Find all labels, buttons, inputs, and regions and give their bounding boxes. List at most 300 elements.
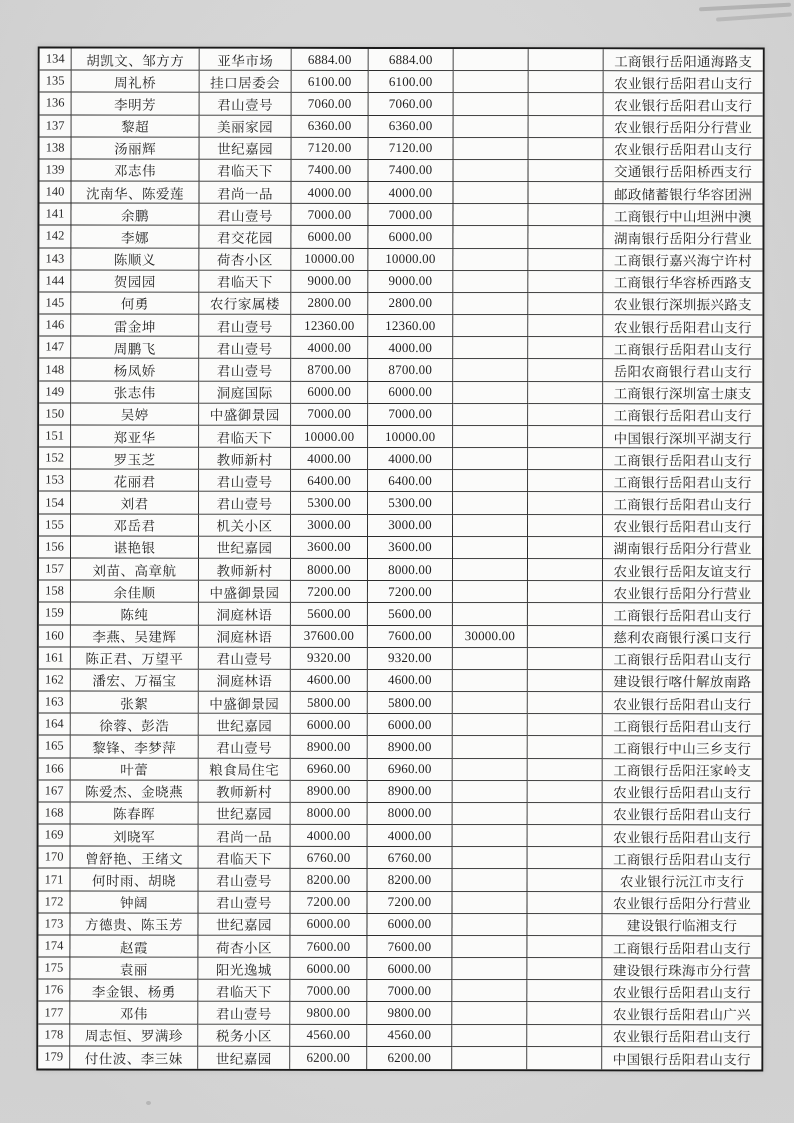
community-cell: 世纪嘉园 (199, 537, 291, 559)
community-cell: 洞庭林语 (199, 670, 291, 692)
paid-amount-cell: 4000.00 (368, 182, 453, 204)
bank-branch-cell: 农业银行岳阳君山支行 (603, 692, 762, 714)
other-amount-cell (453, 825, 528, 847)
row-number-cell: 176 (38, 980, 70, 1002)
other-amount-cell (453, 692, 528, 714)
other-amount-cell (453, 847, 528, 869)
paid-amount-cell: 6000.00 (368, 382, 453, 404)
bank-branch-cell: 农业银行岳阳君山广兴 (602, 1003, 761, 1025)
paid-amount-cell: 6884.00 (369, 49, 454, 71)
payee-name-cell: 陈纯 (71, 603, 199, 625)
paid-amount-cell: 9320.00 (368, 648, 453, 670)
other-amount-cell (453, 603, 528, 625)
bank-branch-cell: 工商银行中山坦洲中澳 (603, 204, 762, 226)
scan-artifact (716, 12, 792, 21)
blank-cell (528, 604, 603, 626)
other-amount-cell (454, 138, 529, 160)
payee-name-cell: 刘晓军 (71, 825, 199, 847)
row-number-cell: 136 (40, 93, 72, 115)
other-amount-cell (453, 537, 528, 559)
total-amount-cell: 5600.00 (291, 603, 368, 625)
total-amount-cell: 6100.00 (292, 71, 369, 93)
row-number-cell: 152 (39, 448, 71, 470)
blank-cell (528, 337, 603, 359)
bank-branch-cell: 工商银行岳阳君山支行 (603, 448, 762, 470)
community-cell: 亚华市场 (200, 49, 292, 71)
bank-branch-cell: 工商银行岳阳君山支行 (603, 471, 762, 493)
total-amount-cell: 9000.00 (291, 271, 368, 293)
bank-branch-cell: 建设银行临湘支行 (602, 914, 761, 936)
payee-name-cell: 邓岳君 (71, 514, 199, 536)
other-amount-cell (453, 382, 528, 404)
blank-cell (528, 670, 603, 692)
community-cell: 君山壹号 (200, 93, 292, 115)
other-amount-cell (454, 116, 529, 138)
other-amount-cell (453, 559, 528, 581)
paid-amount-cell: 10000.00 (368, 249, 453, 271)
blank-cell (527, 958, 602, 980)
community-cell: 中盛御景园 (199, 692, 291, 714)
payee-name-cell: 刘苗、高章航 (71, 559, 199, 581)
row-number-cell: 142 (39, 226, 71, 248)
total-amount-cell: 6960.00 (291, 758, 368, 780)
other-amount-cell (454, 93, 529, 115)
bank-branch-cell: 工商银行岳阳君山支行 (602, 936, 761, 958)
row-number-cell: 137 (40, 115, 72, 137)
community-cell: 世纪嘉园 (198, 913, 290, 935)
row-number-cell: 153 (39, 470, 71, 492)
other-amount-cell (453, 315, 528, 337)
blank-cell (528, 870, 603, 892)
blank-cell (528, 470, 603, 492)
payee-name-cell: 李燕、吴建辉 (71, 625, 199, 647)
row-number-cell: 139 (40, 159, 72, 181)
payee-name-cell: 谌艳银 (71, 536, 199, 558)
blank-cell (528, 781, 603, 803)
blank-cell (528, 227, 603, 249)
community-cell: 荷杏小区 (199, 248, 291, 270)
bank-branch-cell: 农业银行岳阳友谊支行 (603, 559, 762, 581)
total-amount-cell: 4000.00 (291, 182, 368, 204)
paid-amount-cell: 6000.00 (368, 226, 453, 248)
payee-name-cell: 叶蕾 (71, 758, 199, 780)
total-amount-cell: 4000.00 (291, 825, 368, 847)
paid-amount-cell: 6100.00 (369, 71, 454, 93)
community-cell: 美丽家园 (200, 115, 292, 137)
blank-cell (527, 980, 602, 1002)
paid-amount-cell: 6760.00 (368, 847, 453, 869)
bank-branch-cell: 中国银行岳阳君山支行 (602, 1047, 761, 1069)
row-number-cell: 177 (38, 1002, 70, 1024)
row-number-cell: 140 (39, 182, 71, 204)
blank-cell (528, 559, 603, 581)
community-cell: 君临天下 (200, 160, 292, 182)
total-amount-cell: 7120.00 (292, 138, 369, 160)
other-amount-cell (453, 337, 528, 359)
community-cell: 税务小区 (198, 1024, 290, 1046)
total-amount-cell: 12360.00 (291, 315, 368, 337)
total-amount-cell: 7000.00 (290, 980, 367, 1002)
other-amount-cell (453, 892, 528, 914)
total-amount-cell: 4000.00 (291, 337, 368, 359)
paid-amount-cell: 7060.00 (369, 93, 454, 115)
bank-branch-cell: 工商银行华容桥西路支 (603, 271, 762, 293)
community-cell: 君临天下 (199, 426, 291, 448)
paid-amount-cell: 7000.00 (368, 404, 453, 426)
total-amount-cell: 6200.00 (290, 1047, 367, 1069)
total-amount-cell: 7200.00 (291, 581, 368, 603)
blank-cell (528, 626, 603, 648)
payee-name-cell: 陈顺义 (71, 248, 199, 270)
row-number-cell: 134 (40, 48, 72, 70)
total-amount-cell: 4000.00 (291, 448, 368, 470)
blank-cell (529, 94, 604, 116)
blank-cell (528, 315, 603, 337)
total-amount-cell: 9800.00 (290, 1002, 367, 1024)
paid-amount-cell: 8000.00 (368, 559, 453, 581)
total-amount-cell: 6000.00 (291, 226, 368, 248)
blank-cell (529, 116, 604, 138)
community-cell: 中盛御景园 (199, 404, 291, 426)
payee-name-cell: 陈爱杰、金晓燕 (71, 780, 199, 802)
payee-name-cell: 陈正君、万望平 (71, 647, 199, 669)
bank-branch-cell: 工商银行岳阳君山支行 (603, 338, 762, 360)
total-amount-cell: 8700.00 (291, 359, 368, 381)
total-amount-cell: 7000.00 (291, 204, 368, 226)
bank-branch-cell: 建设银行珠海市分行营 (602, 958, 761, 980)
row-number-cell: 173 (38, 913, 70, 935)
row-number-cell: 149 (39, 381, 71, 403)
other-amount-cell (452, 1047, 527, 1069)
paid-amount-cell: 2800.00 (368, 293, 453, 315)
payee-name-cell: 钟阔 (71, 891, 199, 913)
other-amount-cell (454, 49, 529, 71)
blank-cell (529, 71, 604, 93)
payee-name-cell: 李金银、杨勇 (70, 980, 198, 1002)
paid-amount-cell: 8900.00 (368, 781, 453, 803)
row-number-cell: 166 (39, 758, 71, 780)
other-amount-cell (453, 714, 528, 736)
bank-branch-cell: 工商银行岳阳汪家岭支 (603, 759, 762, 781)
row-number-cell: 159 (39, 603, 71, 625)
other-amount-cell (453, 781, 528, 803)
community-cell: 君山壹号 (199, 204, 291, 226)
community-cell: 君山壹号 (199, 337, 291, 359)
blank-cell (528, 692, 603, 714)
bank-branch-cell: 交通银行岳阳桥西支行 (604, 160, 763, 182)
blank-cell (528, 759, 603, 781)
paid-amount-cell: 6200.00 (367, 1047, 452, 1069)
paid-amount-cell: 6960.00 (368, 759, 453, 781)
other-amount-cell (454, 71, 529, 93)
paid-amount-cell: 7600.00 (367, 936, 452, 958)
paid-amount-cell: 9800.00 (367, 1002, 452, 1024)
payee-name-cell: 潘宏、万福宝 (71, 669, 199, 691)
row-number-cell: 170 (39, 847, 71, 869)
blank-cell (528, 847, 603, 869)
other-amount-cell (453, 515, 528, 537)
total-amount-cell: 7200.00 (291, 891, 368, 913)
bank-branch-cell: 工商银行岳阳君山支行 (603, 648, 762, 670)
row-number-cell: 154 (39, 492, 71, 514)
other-amount-cell (453, 581, 528, 603)
blank-cell (528, 737, 603, 759)
row-number-cell: 148 (39, 359, 71, 381)
total-amount-cell: 5800.00 (291, 692, 368, 714)
other-amount-cell (452, 1003, 527, 1025)
paid-amount-cell: 7120.00 (369, 138, 454, 160)
blank-cell (529, 160, 604, 182)
payee-name-cell: 方德贵、陈玉芳 (70, 913, 198, 935)
other-amount-cell (453, 182, 528, 204)
total-amount-cell: 8000.00 (291, 559, 368, 581)
payee-name-cell: 贺园园 (71, 270, 199, 292)
paid-amount-cell: 7000.00 (368, 204, 453, 226)
other-amount-cell (453, 426, 528, 448)
bank-branch-cell: 工商银行中山三乡支行 (603, 737, 762, 759)
bank-branch-cell: 农业银行岳阳君山支行 (603, 315, 762, 337)
paid-amount-cell: 6000.00 (367, 914, 452, 936)
row-number-cell: 164 (39, 714, 71, 736)
bank-branch-cell: 岳阳农商银行君山支行 (603, 360, 762, 382)
other-amount-cell (453, 470, 528, 492)
bank-branch-cell: 工商银行岳阳通海路支 (604, 49, 763, 71)
payee-name-cell: 胡凯文、邹方方 (72, 49, 200, 71)
bank-branch-cell: 建设银行喀什解放南路 (603, 670, 762, 692)
row-number-cell: 165 (39, 736, 71, 758)
paid-amount-cell: 4000.00 (368, 448, 453, 470)
payee-name-cell: 付仕波、李三妹 (70, 1046, 198, 1068)
community-cell: 君山壹号 (199, 736, 291, 758)
row-number-cell: 141 (39, 204, 71, 226)
community-cell: 机关小区 (199, 514, 291, 536)
community-cell: 教师新村 (199, 559, 291, 581)
row-number-cell: 169 (39, 825, 71, 847)
row-number-cell: 156 (39, 536, 71, 558)
payee-name-cell: 何勇 (71, 292, 199, 314)
blank-cell (528, 182, 603, 204)
blank-cell (528, 360, 603, 382)
payment-table (36, 46, 764, 1071)
paid-amount-cell: 6400.00 (368, 470, 453, 492)
community-cell: 教师新村 (199, 448, 291, 470)
other-amount-cell (453, 204, 528, 226)
blank-cell (529, 138, 604, 160)
community-cell: 君临天下 (199, 847, 291, 869)
payee-name-cell: 周志恒、罗满珍 (70, 1024, 198, 1046)
total-amount-cell: 8000.00 (291, 803, 368, 825)
bank-branch-cell: 农业银行深圳振兴路支 (603, 293, 762, 315)
blank-cell (528, 293, 603, 315)
blank-cell (528, 493, 603, 515)
row-number-cell: 161 (39, 647, 71, 669)
blank-cell (527, 1003, 602, 1025)
total-amount-cell: 6000.00 (291, 381, 368, 403)
blank-cell (528, 803, 603, 825)
payee-name-cell: 张絮 (71, 692, 199, 714)
blank-cell (527, 1047, 602, 1069)
total-amount-cell: 5300.00 (291, 492, 368, 514)
paid-amount-cell: 9000.00 (368, 271, 453, 293)
total-amount-cell: 2800.00 (291, 293, 368, 315)
payee-name-cell: 吴婷 (71, 403, 199, 425)
row-number-cell: 157 (39, 558, 71, 580)
bank-branch-cell: 农业银行岳阳分行营业 (603, 581, 762, 603)
bank-branch-cell: 农业银行岳阳君山支行 (604, 138, 763, 160)
bank-branch-cell: 邮政储蓄银行华容团洲 (603, 182, 762, 204)
blank-cell (528, 204, 603, 226)
bank-branch-cell: 工商银行岳阳君山支行 (603, 848, 762, 870)
total-amount-cell: 6000.00 (290, 958, 367, 980)
blank-cell (527, 936, 602, 958)
row-number-cell: 168 (39, 802, 71, 824)
bank-branch-cell: 湖南银行岳阳分行营业 (603, 537, 762, 559)
row-number-cell: 171 (39, 869, 71, 891)
payee-name-cell: 陈春晖 (71, 802, 199, 824)
other-amount-cell (453, 803, 528, 825)
other-amount-cell (453, 293, 528, 315)
paid-amount-cell: 8900.00 (368, 736, 453, 758)
paid-amount-cell: 6000.00 (367, 958, 452, 980)
paid-amount-cell: 7000.00 (367, 980, 452, 1002)
other-amount-cell (453, 493, 528, 515)
row-number-cell: 146 (39, 315, 71, 337)
bank-branch-cell: 慈利农商银行溪口支行 (603, 626, 762, 648)
payee-name-cell: 黎超 (72, 115, 200, 137)
row-number-cell: 144 (39, 270, 71, 292)
bank-branch-cell: 农业银行岳阳分行营业 (604, 116, 763, 138)
blank-cell (527, 914, 602, 936)
blank-cell (528, 404, 603, 426)
payee-name-cell: 张志伟 (71, 381, 199, 403)
paid-amount-cell: 7600.00 (368, 625, 453, 647)
community-cell: 阳光逸城 (198, 958, 290, 980)
other-amount-cell (453, 359, 528, 381)
other-amount-cell (453, 404, 528, 426)
row-number-cell: 167 (39, 780, 71, 802)
total-amount-cell: 6884.00 (292, 49, 369, 71)
total-amount-cell: 7060.00 (292, 93, 369, 115)
row-number-cell: 172 (39, 891, 71, 913)
total-amount-cell: 8900.00 (291, 736, 368, 758)
total-amount-cell: 6000.00 (290, 914, 367, 936)
total-amount-cell: 6400.00 (291, 470, 368, 492)
payee-name-cell: 邓志伟 (72, 159, 200, 181)
payee-name-cell: 曾舒艳、王绪文 (71, 847, 199, 869)
payee-name-cell: 雷金坤 (71, 315, 199, 337)
other-amount-cell (453, 759, 528, 781)
community-cell: 洞庭林语 (199, 603, 291, 625)
scan-artifact (146, 1101, 151, 1105)
community-cell: 洞庭林语 (199, 625, 291, 647)
community-cell: 农行家属楼 (199, 293, 291, 315)
total-amount-cell: 7400.00 (292, 160, 369, 182)
payee-name-cell: 汤丽辉 (72, 137, 200, 159)
paid-amount-cell: 7200.00 (368, 892, 453, 914)
bank-branch-cell: 工商银行岳阳君山支行 (603, 493, 762, 515)
paid-amount-cell: 7200.00 (368, 581, 453, 603)
paid-amount-cell: 6000.00 (368, 714, 453, 736)
community-cell: 君山壹号 (198, 1002, 290, 1024)
bank-branch-cell: 工商银行岳阳君山支行 (603, 604, 762, 626)
total-amount-cell: 8200.00 (291, 869, 368, 891)
paid-amount-cell: 12360.00 (368, 315, 453, 337)
paid-amount-cell: 8200.00 (368, 869, 453, 891)
paid-amount-cell: 8000.00 (368, 803, 453, 825)
bank-branch-cell: 农业银行岳阳君山支行 (602, 981, 761, 1003)
paid-amount-cell: 5600.00 (368, 603, 453, 625)
other-amount-cell (453, 736, 528, 758)
other-amount-cell (453, 249, 528, 271)
other-amount-cell (453, 226, 528, 248)
bank-branch-cell: 农业银行岳阳君山支行 (603, 803, 762, 825)
total-amount-cell: 6760.00 (291, 847, 368, 869)
row-number-cell: 143 (39, 248, 71, 270)
row-number-cell: 158 (39, 581, 71, 603)
community-cell: 君临天下 (199, 270, 291, 292)
community-cell: 君交花园 (199, 226, 291, 248)
other-amount-cell (454, 160, 529, 182)
community-cell: 荷杏小区 (198, 936, 290, 958)
community-cell: 挂口居委会 (200, 71, 292, 93)
row-number-cell: 178 (38, 1024, 70, 1046)
total-amount-cell: 9320.00 (291, 648, 368, 670)
payee-name-cell: 邓伟 (70, 1002, 198, 1024)
total-amount-cell: 7000.00 (291, 404, 368, 426)
paid-amount-cell: 7400.00 (369, 160, 454, 182)
community-cell: 君山壹号 (199, 869, 291, 891)
total-amount-cell: 7600.00 (290, 936, 367, 958)
bank-branch-cell: 湖南银行岳阳分行营业 (603, 227, 762, 249)
row-number-cell: 145 (39, 292, 71, 314)
other-amount-cell (452, 980, 527, 1002)
row-number-cell: 150 (39, 403, 71, 425)
community-cell: 君尚一品 (199, 825, 291, 847)
other-amount-cell (453, 869, 528, 891)
paid-amount-cell: 10000.00 (368, 426, 453, 448)
payee-name-cell: 周鹏飞 (71, 337, 199, 359)
row-number-cell: 160 (39, 625, 71, 647)
payee-name-cell: 杨凤娇 (71, 359, 199, 381)
bank-branch-cell: 工商银行深圳富士康支 (603, 382, 762, 404)
other-amount-cell: 30000.00 (453, 626, 528, 648)
row-number-cell: 175 (38, 958, 70, 980)
blank-cell (529, 49, 604, 71)
blank-cell (528, 825, 603, 847)
payee-name-cell: 花丽君 (71, 470, 199, 492)
paid-amount-cell: 8700.00 (368, 359, 453, 381)
paid-amount-cell: 3000.00 (368, 515, 453, 537)
blank-cell (528, 648, 603, 670)
payee-name-cell: 黎锋、李梦萍 (71, 736, 199, 758)
bank-branch-cell: 工商银行岳阳君山支行 (603, 714, 762, 736)
other-amount-cell (452, 1025, 527, 1047)
blank-cell (528, 581, 603, 603)
total-amount-cell: 3600.00 (291, 537, 368, 559)
blank-cell (528, 426, 603, 448)
blank-cell (528, 892, 603, 914)
payee-name-cell: 赵霞 (70, 935, 198, 957)
total-amount-cell: 3000.00 (291, 514, 368, 536)
paid-amount-cell: 4000.00 (368, 825, 453, 847)
community-cell: 教师新村 (199, 780, 291, 802)
community-cell: 君临天下 (198, 980, 290, 1002)
community-cell: 君尚一品 (199, 182, 291, 204)
total-amount-cell: 4560.00 (290, 1024, 367, 1046)
blank-cell (528, 714, 603, 736)
payee-name-cell: 余佳顺 (71, 581, 199, 603)
blank-cell (528, 249, 603, 271)
